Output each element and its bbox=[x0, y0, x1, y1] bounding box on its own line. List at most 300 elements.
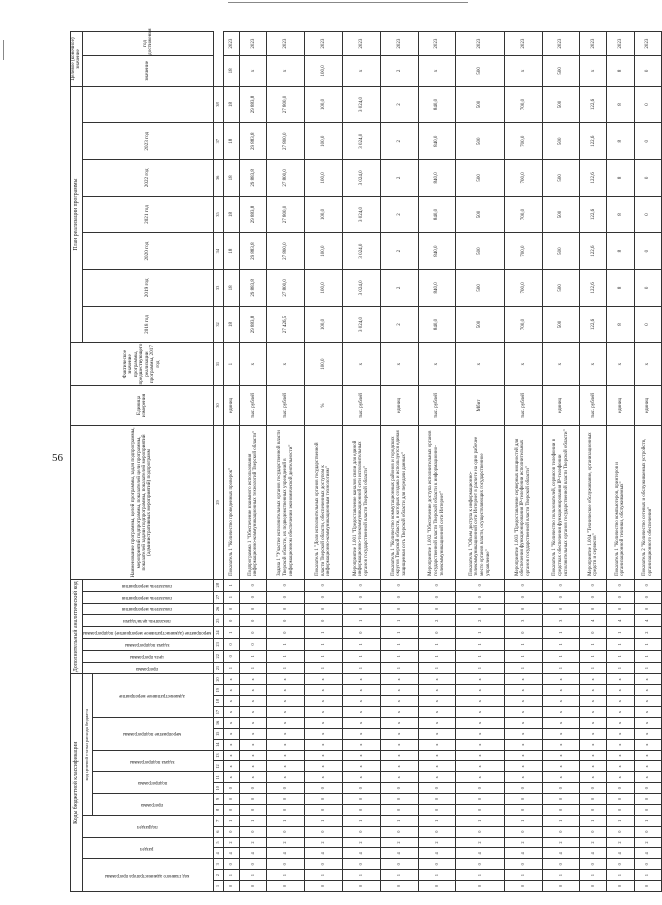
row-target-value: 0 bbox=[634, 55, 661, 86]
row-name: Задача 1 "Участие исполнительных органов государственной власти Тверской области, их подведомственных учреждений в информационном обеспечении экономической деятельности" bbox=[267, 426, 305, 580]
code-cell: 0 bbox=[504, 881, 542, 892]
ext-code-cell: 0 bbox=[607, 603, 634, 615]
budget-codes-header: Коды бюджетной классификации bbox=[71, 674, 83, 892]
row-base-value: х bbox=[607, 343, 634, 386]
row-base-value: х bbox=[542, 343, 580, 386]
row-unit: тыс. рублей bbox=[240, 385, 267, 425]
code-cell: 0 bbox=[542, 881, 580, 892]
code-cell: x bbox=[542, 750, 580, 761]
code-cell: x bbox=[224, 685, 240, 696]
additional-codes-header: Дополнительный аналитический код bbox=[71, 579, 83, 674]
row-year-value: 2 bbox=[380, 269, 418, 306]
ext-code-cell: 0 bbox=[342, 591, 380, 603]
ext-code-cell: 1 bbox=[607, 650, 634, 662]
row-target-year: 2023 bbox=[267, 32, 305, 56]
row-year-value: 500 bbox=[542, 269, 580, 306]
row-unit: тыс. рублей bbox=[418, 385, 456, 425]
ext-code-cell: 1 bbox=[607, 627, 634, 639]
ext-code-cell: 1 bbox=[456, 639, 505, 651]
ext-code-cell: 0 bbox=[418, 627, 456, 639]
program-name-header: Наименование программы, целей программы, задач подпрограммы, мероприятий подпрограммы, показателей цели программы, показателей задачи подпрограммы, показателей мероприятий (административных мероприятий) подпрограмм bbox=[71, 426, 214, 580]
code-cell: 4 bbox=[224, 848, 240, 859]
row-year-value: 0 bbox=[634, 123, 661, 160]
column-number: 5 bbox=[214, 837, 224, 848]
ext-code-cell: 0 bbox=[240, 591, 267, 603]
ext-b-header bbox=[82, 579, 213, 591]
code-cell: 1 bbox=[267, 870, 305, 881]
table-row bbox=[267, 32, 305, 892]
code-cell: 4 bbox=[267, 848, 305, 859]
row-target-year: 2023 bbox=[504, 32, 542, 56]
ext-code-cell: 0 bbox=[240, 615, 267, 627]
row-year-value: 0 bbox=[634, 196, 661, 233]
row-year-value: 500 bbox=[456, 233, 505, 270]
row-year-value: 500 bbox=[456, 160, 505, 197]
ext-code-cell: 0 bbox=[542, 603, 580, 615]
code-cell: x bbox=[380, 696, 418, 707]
code-cell: x bbox=[607, 739, 634, 750]
code-cell: 0 bbox=[634, 794, 661, 805]
code-cell: x bbox=[418, 696, 456, 707]
code-cell: x bbox=[607, 696, 634, 707]
code-cell: 0 bbox=[607, 859, 634, 870]
row-year-value: 27 800,0 bbox=[267, 233, 305, 270]
ext-code-cell: 1 bbox=[224, 627, 240, 639]
code-cell: x bbox=[542, 685, 580, 696]
ext-code-cell: 0 bbox=[607, 591, 634, 603]
ext-code-cell: 0 bbox=[305, 603, 343, 615]
code-cell: 1 bbox=[418, 815, 456, 826]
code-cell: x bbox=[542, 739, 580, 750]
ext-code-cell: 1 bbox=[418, 650, 456, 662]
code-cell: 0 bbox=[456, 826, 505, 837]
code-cell: 1 bbox=[456, 815, 505, 826]
ext-code-cell: 1 bbox=[456, 662, 505, 674]
column-number: 34 bbox=[214, 233, 224, 270]
code-cell: x bbox=[380, 750, 418, 761]
code-cell: x bbox=[542, 707, 580, 718]
row-year-value: 122,6 bbox=[580, 123, 607, 160]
code-cell: x bbox=[580, 761, 607, 772]
code-cell: 0 bbox=[456, 783, 505, 794]
scan-mark-left bbox=[3, 40, 4, 60]
ext-code-cell: 0 bbox=[240, 579, 267, 591]
row-year-value: 122,6 bbox=[580, 160, 607, 197]
row-year-value: 0 bbox=[634, 306, 661, 343]
ext-code-cell: 0 bbox=[342, 603, 380, 615]
code-cell: 0 bbox=[305, 881, 343, 892]
row-year-value: 700,0 bbox=[504, 233, 542, 270]
code-cell: 2 bbox=[224, 837, 240, 848]
code-cell: x bbox=[342, 750, 380, 761]
code-cell: x bbox=[305, 718, 343, 729]
code-cell: 2 bbox=[504, 837, 542, 848]
row-name: Показатель 2 "Количество сетевых и обслуживаемых устройств, организационного обеспечения" bbox=[634, 426, 661, 580]
row-year-value: 27 800,0 bbox=[267, 123, 305, 160]
row-year-value: 700,0 bbox=[504, 269, 542, 306]
code-cell: x bbox=[580, 739, 607, 750]
code-cell: x bbox=[580, 728, 607, 739]
ext-code-cell: 0 bbox=[418, 579, 456, 591]
code-admin-measure-header-text: административное мероприятие bbox=[119, 693, 186, 699]
row-target-value: х bbox=[267, 55, 305, 86]
row-year-value: 29 883,8 bbox=[240, 160, 267, 197]
ext-code-cell: 0 bbox=[580, 579, 607, 591]
code-cell: 0 bbox=[634, 859, 661, 870]
ext-code-cell: 1 bbox=[542, 627, 580, 639]
row-year-value: 27 426,5 bbox=[267, 306, 305, 343]
ext-code-cell: 1 bbox=[634, 662, 661, 674]
row-target-year: 2023 bbox=[305, 32, 343, 56]
row-year-value: 500 bbox=[542, 86, 580, 123]
code-cell: 1 bbox=[267, 815, 305, 826]
code-cell: x bbox=[267, 674, 305, 685]
code-cell: x bbox=[580, 696, 607, 707]
code-cell: x bbox=[380, 685, 418, 696]
code-cell: x bbox=[580, 718, 607, 729]
ext-a-header bbox=[82, 591, 213, 603]
code-subsection-header bbox=[82, 815, 213, 837]
code-cell: x bbox=[607, 761, 634, 772]
code-cell: 4 bbox=[504, 848, 542, 859]
target-value-header: значение bbox=[82, 55, 213, 86]
code-cell: x bbox=[456, 718, 505, 729]
ext-code-cell: 1 bbox=[380, 639, 418, 651]
row-year-value: 2 bbox=[380, 160, 418, 197]
column-number: 28 bbox=[214, 579, 224, 591]
code-cell: 0 bbox=[504, 794, 542, 805]
code-cell: 0 bbox=[634, 805, 661, 816]
ext-code-cell: 0 bbox=[380, 603, 418, 615]
column-number: 38 bbox=[214, 86, 224, 123]
ext-code-cell: 1 bbox=[418, 639, 456, 651]
row-year-value: 18 bbox=[224, 123, 240, 160]
code-cell: x bbox=[267, 685, 305, 696]
column-number: 8 bbox=[214, 805, 224, 816]
ext-code-cell: 1 bbox=[224, 662, 240, 674]
row-year-value: 27 800,0 bbox=[267, 269, 305, 306]
ext-measure-header bbox=[82, 627, 213, 639]
ext-code-cell: 0 bbox=[240, 603, 267, 615]
column-number: 29 bbox=[214, 426, 224, 580]
code-cell: x bbox=[342, 761, 380, 772]
code-cell: 0 bbox=[224, 826, 240, 837]
code-cell: 0 bbox=[456, 794, 505, 805]
row-year-value: 122,6 bbox=[580, 86, 607, 123]
row-year-value: 500 bbox=[542, 196, 580, 233]
ext-code-cell: 0 bbox=[418, 603, 456, 615]
code-cell: 2 bbox=[305, 837, 343, 848]
row-target-value: 500 bbox=[456, 55, 505, 86]
row-year-value: 122,6 bbox=[580, 269, 607, 306]
code-cell: x bbox=[240, 674, 267, 685]
code-cell: 0 bbox=[267, 794, 305, 805]
ext-code-cell: 1 bbox=[380, 615, 418, 627]
code-cell: x bbox=[380, 739, 418, 750]
column-number: 36 bbox=[214, 160, 224, 197]
code-cell: x bbox=[504, 761, 542, 772]
row-name: Показатель 1 "Объем доступа к информационно-телекоммуникационной сети Интернет в расчете на одно рабочее место органов власти, осуществляющих государственное управление" bbox=[456, 426, 505, 580]
row-year-value: 8 bbox=[607, 123, 634, 160]
code-cell: x bbox=[342, 674, 380, 685]
code-cell: x bbox=[418, 739, 456, 750]
table-row bbox=[542, 32, 580, 892]
code-cell: 2 bbox=[542, 837, 580, 848]
code-cell: x bbox=[380, 674, 418, 685]
code-cell: 0 bbox=[607, 783, 634, 794]
row-target-value: 2 bbox=[380, 55, 418, 86]
row-year-value: 3 024,0 bbox=[342, 269, 380, 306]
expense-codes-header: код целевой статьи расхода бюджета bbox=[82, 674, 92, 815]
code-cell: 1 bbox=[380, 870, 418, 881]
row-unit: единиц bbox=[542, 385, 580, 425]
column-number: 33 bbox=[214, 269, 224, 306]
table-row bbox=[380, 32, 418, 892]
ext-indicator2-header-text: показатель мероприятия bbox=[122, 606, 172, 612]
row-target-value: 18 bbox=[224, 55, 240, 86]
code-cell: x bbox=[380, 772, 418, 783]
code-cell: x bbox=[580, 772, 607, 783]
code-cell: 0 bbox=[342, 826, 380, 837]
code-cell: 0 bbox=[418, 794, 456, 805]
column-number: 1 bbox=[214, 881, 224, 892]
code-cell: 1 bbox=[607, 870, 634, 881]
year-header-5: 2022 год bbox=[82, 160, 213, 197]
ext-program-header-text: программа bbox=[136, 665, 159, 671]
year-header-3: 2020 год bbox=[82, 233, 213, 270]
code-cell: x bbox=[418, 685, 456, 696]
row-year-value: 500 bbox=[542, 123, 580, 160]
code-cell: 0 bbox=[267, 783, 305, 794]
code-cell: x bbox=[342, 728, 380, 739]
row-unit: % bbox=[305, 385, 343, 425]
code-cell: 0 bbox=[607, 794, 634, 805]
row-year-value: 8 bbox=[607, 233, 634, 270]
table-row bbox=[580, 32, 607, 892]
code-cell: 0 bbox=[380, 881, 418, 892]
code-cell: 4 bbox=[240, 848, 267, 859]
code-subsection-header-text: подраздел bbox=[136, 823, 158, 829]
code-cell: 0 bbox=[542, 826, 580, 837]
ext-code-cell: 0 bbox=[342, 579, 380, 591]
code-cell: 1 bbox=[224, 815, 240, 826]
code-cell: x bbox=[542, 718, 580, 729]
code-cell: 0 bbox=[342, 805, 380, 816]
row-base-value: х bbox=[456, 343, 505, 386]
row-year-value: 500 bbox=[456, 86, 505, 123]
table-row bbox=[342, 32, 380, 892]
code-cell: x bbox=[504, 772, 542, 783]
code-cell: x bbox=[380, 707, 418, 718]
code-cell: x bbox=[240, 761, 267, 772]
code-cell: 4 bbox=[342, 848, 380, 859]
rotated-table-stage bbox=[70, 28, 653, 892]
code-cell: 0 bbox=[418, 783, 456, 794]
code-cell: 1 bbox=[504, 870, 542, 881]
code-cell: x bbox=[456, 674, 505, 685]
ext-code-cell: 0 bbox=[305, 591, 343, 603]
code-cell: x bbox=[607, 718, 634, 729]
row-year-value: 700,0 bbox=[504, 196, 542, 233]
page-number: 56 bbox=[52, 452, 63, 464]
row-year-value: 700,0 bbox=[504, 306, 542, 343]
code-cell: 0 bbox=[342, 783, 380, 794]
code-cell: 0 bbox=[504, 805, 542, 816]
row-year-value: 3 024,0 bbox=[342, 160, 380, 197]
code-admin-header bbox=[82, 859, 213, 892]
code-task-header bbox=[93, 750, 214, 772]
row-target-year: 2023 bbox=[607, 32, 634, 56]
code-cell: x bbox=[607, 750, 634, 761]
row-unit: тыс. рублей bbox=[504, 385, 542, 425]
row-target-value: х bbox=[342, 55, 380, 86]
year-header-6: 2023 год bbox=[82, 123, 213, 160]
code-cell: 0 bbox=[224, 783, 240, 794]
code-cell: x bbox=[267, 772, 305, 783]
row-year-value: 3 024,0 bbox=[342, 196, 380, 233]
row-name: Мероприятие 1.002 "Обеспечение доступа исполнительных органов государственной власти Тверской области к информационно-телекоммуникационной сети Интернет" bbox=[418, 426, 456, 580]
code-cell: 0 bbox=[380, 783, 418, 794]
row-year-value: 8 bbox=[607, 86, 634, 123]
code-cell: 0 bbox=[418, 881, 456, 892]
ext-code-cell: 2 bbox=[634, 627, 661, 639]
row-base-value: х bbox=[580, 343, 607, 386]
column-number: 13 bbox=[214, 750, 224, 761]
code-cell: x bbox=[342, 718, 380, 729]
code-cell: x bbox=[504, 728, 542, 739]
row-year-value: 8 bbox=[607, 196, 634, 233]
code-cell: x bbox=[456, 750, 505, 761]
ext-code-cell: 0 bbox=[456, 591, 505, 603]
row-year-value: 27 800,0 bbox=[267, 196, 305, 233]
ext-code-cell: 4 bbox=[607, 615, 634, 627]
code-cell: x bbox=[342, 772, 380, 783]
code-cell: x bbox=[305, 685, 343, 696]
code-cell: x bbox=[305, 696, 343, 707]
code-cell: x bbox=[305, 739, 343, 750]
column-number: 27 bbox=[214, 591, 224, 603]
code-cell: 0 bbox=[380, 859, 418, 870]
code-cell: x bbox=[342, 685, 380, 696]
ext-code-cell: 1 bbox=[380, 627, 418, 639]
ext-code-cell: 1 bbox=[607, 639, 634, 651]
code-cell: x bbox=[634, 707, 661, 718]
code-cell: 1 bbox=[634, 815, 661, 826]
ext-code-cell: 0 bbox=[504, 591, 542, 603]
ext-code-cell: 1 bbox=[267, 639, 305, 651]
code-cell: x bbox=[305, 772, 343, 783]
year-header-7 bbox=[82, 86, 213, 123]
target-header: Целевое (конечное) значение bbox=[71, 32, 83, 86]
row-target-value: 100,0 bbox=[305, 55, 343, 86]
code-section-header bbox=[82, 837, 213, 859]
code-cell: x bbox=[240, 707, 267, 718]
code-cell: 2 bbox=[380, 837, 418, 848]
code-cell: 0 bbox=[634, 826, 661, 837]
row-year-value: 18 bbox=[224, 196, 240, 233]
ext-code-cell: 0 bbox=[607, 579, 634, 591]
code-cell: 0 bbox=[580, 783, 607, 794]
ext-code-cell: 4 bbox=[580, 615, 607, 627]
code-cell: x bbox=[267, 707, 305, 718]
code-cell: 0 bbox=[267, 826, 305, 837]
code-cell: x bbox=[634, 728, 661, 739]
code-cell: 0 bbox=[504, 783, 542, 794]
code-cell: 0 bbox=[580, 881, 607, 892]
ext-b-header-text: показатель мероприятия bbox=[122, 582, 172, 588]
column-number: 18 bbox=[214, 696, 224, 707]
ext-indicator-header-text: показатель цели/задачи bbox=[123, 618, 171, 624]
code-cell: 0 bbox=[380, 794, 418, 805]
code-cell: 1 bbox=[634, 870, 661, 881]
code-cell: x bbox=[224, 772, 240, 783]
row-year-value: 29 883,8 bbox=[240, 306, 267, 343]
row-year-value: 2 bbox=[380, 306, 418, 343]
row-year-value: 18 bbox=[224, 306, 240, 343]
code-cell: 1 bbox=[418, 870, 456, 881]
row-unit: Мбит bbox=[456, 385, 505, 425]
table-row bbox=[224, 32, 240, 892]
ext-code-cell: 1 bbox=[342, 615, 380, 627]
ext-code-cell: 0 bbox=[580, 603, 607, 615]
table-row bbox=[418, 32, 456, 892]
ext-code-cell: 1 bbox=[580, 639, 607, 651]
code-cell: x bbox=[305, 761, 343, 772]
row-name: Показатель 1 "Количество компьютеров, принтеров и организационной техники, обслуживаемых" bbox=[607, 426, 634, 580]
code-cell: x bbox=[240, 696, 267, 707]
code-cell: 2 bbox=[267, 837, 305, 848]
row-year-value: 100,0 bbox=[305, 196, 343, 233]
row-unit: единиц bbox=[634, 385, 661, 425]
code-cell: 1 bbox=[456, 870, 505, 881]
ext-code-cell: 0 bbox=[224, 615, 240, 627]
code-cell: x bbox=[418, 674, 456, 685]
row-year-value: 29 883,8 bbox=[240, 196, 267, 233]
code-cell: 1 bbox=[380, 815, 418, 826]
row-target-year: 2023 bbox=[380, 32, 418, 56]
code-cell: 4 bbox=[542, 848, 580, 859]
ext-code-cell: 0 bbox=[380, 591, 418, 603]
code-cell: 0 bbox=[267, 881, 305, 892]
row-year-value: 122,6 bbox=[580, 233, 607, 270]
unit-header: Единица измерения bbox=[71, 385, 214, 425]
column-number: 35 bbox=[214, 196, 224, 233]
row-year-value: 2 bbox=[380, 233, 418, 270]
ext-code-cell: 1 bbox=[504, 662, 542, 674]
row-year-value: 840,0 bbox=[418, 196, 456, 233]
code-cell: x bbox=[456, 685, 505, 696]
ext-code-cell: 1 bbox=[580, 650, 607, 662]
code-program-header bbox=[93, 794, 214, 816]
row-year-value: 8 bbox=[607, 269, 634, 306]
ext-code-cell: 0 bbox=[456, 603, 505, 615]
ext-code-cell: 0 bbox=[634, 579, 661, 591]
ext-code-cell: 0 bbox=[504, 579, 542, 591]
code-cell: 0 bbox=[224, 794, 240, 805]
code-cell: x bbox=[456, 739, 505, 750]
ext-code-cell: 0 bbox=[240, 627, 267, 639]
row-target-year: 2023 bbox=[240, 32, 267, 56]
row-unit: тыс. рублей bbox=[267, 385, 305, 425]
ext-code-cell: 0 bbox=[542, 579, 580, 591]
code-cell: x bbox=[224, 761, 240, 772]
ext-code-cell: 1 bbox=[342, 639, 380, 651]
code-cell: 0 bbox=[542, 794, 580, 805]
code-cell: 1 bbox=[224, 870, 240, 881]
code-cell: x bbox=[224, 718, 240, 729]
column-number: 30 bbox=[214, 385, 224, 425]
code-cell: 0 bbox=[305, 783, 343, 794]
